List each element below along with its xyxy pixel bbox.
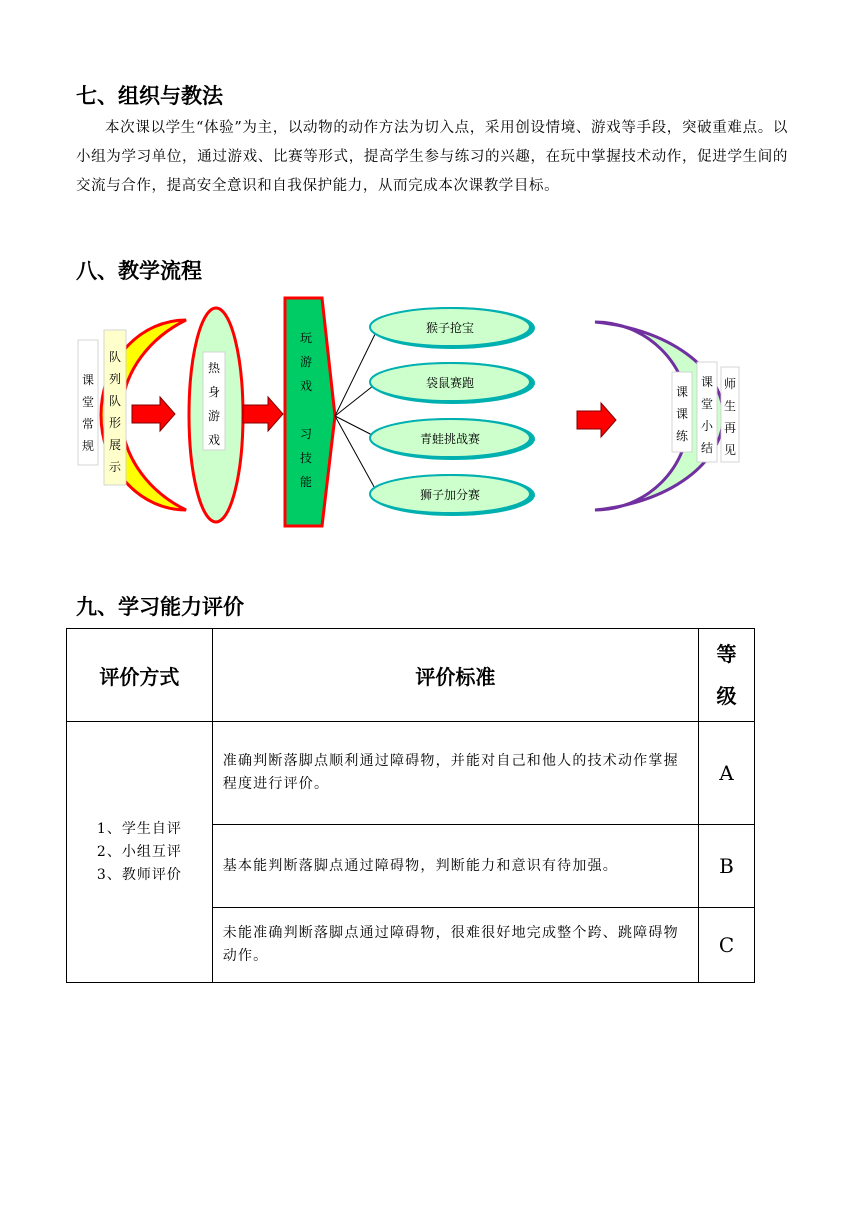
arrow-right-icon (243, 397, 283, 431)
vertical-char: 示 (108, 460, 122, 474)
criterion-cell: 基本能判断落脚点通过障碍物，判断能力和意识有待加强。 (212, 825, 698, 908)
vertical-char: 形 (108, 416, 122, 430)
methods-cell (67, 722, 213, 983)
teaching-flow-diagram (60, 290, 760, 530)
criterion-cell: 未能准确判断落脚点通过障碍物，很难很好地完成整个跨、跳障碍物动作。 (212, 908, 698, 983)
game-label: 青蛙挑战赛 (419, 432, 481, 446)
section9-heading: 九、学习能力评价 (76, 595, 244, 619)
method-item: 2、小组互评 (96, 843, 182, 860)
vertical-char: 游 (207, 409, 221, 423)
arrow-right-icon (132, 397, 175, 431)
vertical-char: 见 (723, 443, 737, 457)
header-method: 评价方式 (67, 629, 213, 722)
vertical-char: 列 (108, 372, 122, 386)
vertical-char: 热 (207, 361, 221, 375)
vertical-char: 常 (81, 417, 95, 431)
vertical-char: 规 (81, 439, 95, 453)
grade-cell: C (699, 908, 755, 983)
method-item: 1、学生自评 (96, 820, 182, 837)
table-row (67, 722, 755, 825)
vertical-char: 玩 (299, 331, 313, 345)
vertical-char: 展 (108, 438, 122, 452)
vertical-char: 练 (675, 429, 689, 443)
vertical-char: 游 (299, 355, 313, 369)
vertical-char: 课 (675, 407, 689, 421)
vertical-char: 课 (700, 375, 714, 389)
vertical-char: 堂 (81, 395, 95, 409)
connector-lines (335, 328, 378, 494)
grade-cell: A (699, 722, 755, 825)
vertical-char: 再 (723, 421, 737, 435)
section7-heading: 七、组织与教法 (76, 84, 223, 108)
header-grade: 等 级 (699, 629, 755, 722)
section7-paragraph: 本次课以学生“体验”为主，以动物的动作方法为切入点，采用创设情境、游戏等手段，突破重难点。以小组为学习单位，通过游戏、比赛等形式，提高学生参与练习的兴趣，在玩中掌握技术动作，促进学生间的交流与合作，提高安全意识和自我保护能力，从而完成本次课教学目标。 (76, 120, 788, 194)
vertical-char: 队 (108, 394, 122, 408)
game-ellipse-4 (370, 474, 535, 516)
game-label: 袋鼠赛跑 (425, 376, 475, 390)
vertical-char: 技 (299, 451, 313, 465)
vertical-char: 小 (700, 419, 714, 433)
vertical-char: 课 (675, 385, 689, 399)
vertical-char: 身 (207, 385, 221, 399)
vertical-char: 结 (700, 441, 714, 455)
game-label: 猴子抢宝 (425, 321, 475, 335)
vertical-char: 队 (108, 350, 122, 364)
vertical-char: 师 (723, 377, 737, 391)
table-header-row (67, 629, 755, 722)
vertical-char: 戏 (207, 433, 221, 447)
header-criteria: 评价标准 (212, 629, 698, 722)
criterion-cell: 准确判断落脚点顺利通过障碍物，并能对自己和他人的技术动作掌握程度进行评价。 (212, 722, 698, 825)
vertical-char: 课 (81, 373, 95, 387)
arrow-right-icon (577, 403, 616, 437)
method-item: 3、教师评价 (96, 866, 182, 883)
vertical-char: 堂 (700, 397, 714, 411)
right-col1-text (676, 385, 689, 443)
game-ellipse-2 (370, 362, 535, 404)
vertical-char: 习 (299, 427, 313, 441)
evaluation-table (66, 628, 755, 983)
vertical-char: 生 (723, 399, 737, 413)
section8-heading: 八、教学流程 (76, 259, 202, 283)
game-ellipse-1 (370, 307, 535, 349)
game-ellipse-3 (370, 418, 535, 460)
grade-cell: B (699, 825, 755, 908)
vertical-char: 戏 (299, 379, 313, 393)
game-label: 狮子加分赛 (419, 488, 481, 502)
vertical-char: 能 (299, 475, 313, 489)
